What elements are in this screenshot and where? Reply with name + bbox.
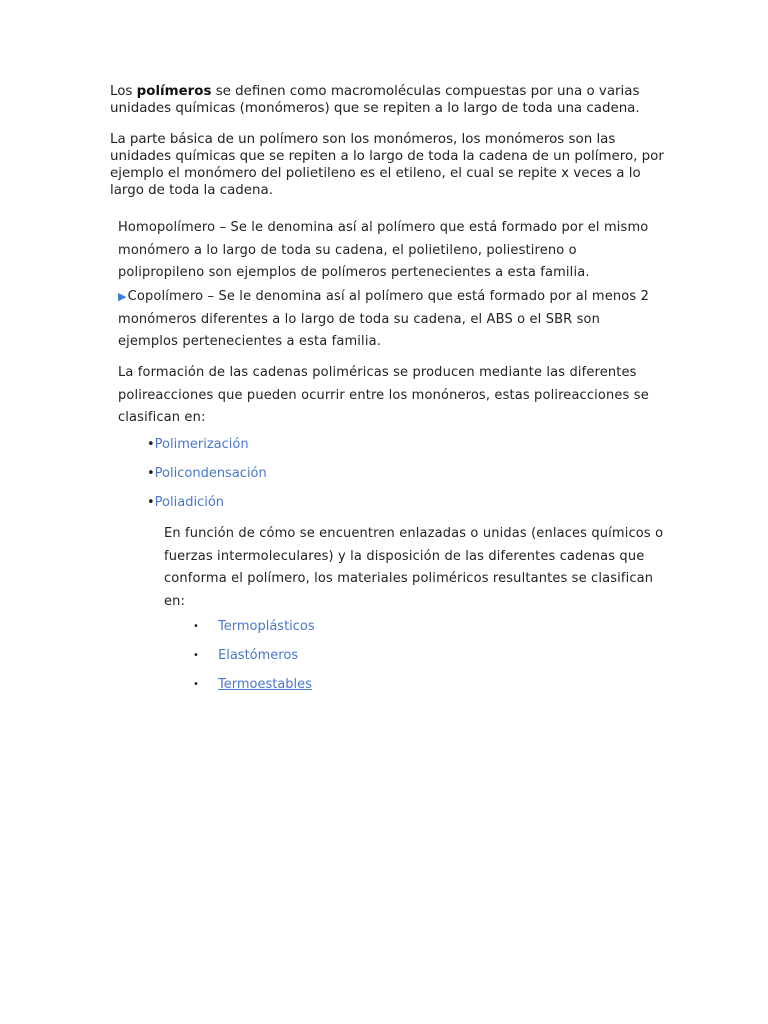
- list-item: [193, 647, 298, 665]
- intro-term: polímeros: [136, 84, 212, 99]
- list-item: [147, 436, 249, 454]
- monomer-paragraph: La parte básica de un polímero son los monómeros, los monómeros son las unidades químicas que se repiten a lo largo de toda la cadena de un polímero, por ejemplo el monómero del polietileno es el etileno, el cual se repite x veces a lo largo de toda la cadena.: [110, 132, 664, 198]
- intro-rest: se definen como macromoléculas compuestas por una o varias unidades químicas (monómeros) que se repiten a lo largo de toda una cadena.: [110, 84, 640, 116]
- intro-paragraph: [110, 83, 670, 117]
- homopolymer-paragraph: Homopolímero – Se le denomina así al polímero que está formado por el mismo monómero a lo largo de toda su cadena, el polietileno, poliestireno o polipropileno son ejemplos de polímeros pertenecientes a esta familia.: [118, 220, 649, 280]
- formation-paragraph: La formación de las cadenas poliméricas se producen mediante las diferentes polireacciones que pueden ocurrir entre los monóneros, estas polireacciones se clasifican en:: [118, 365, 649, 425]
- link-polimerizacion[interactable]: Polimerización: [154, 437, 249, 452]
- copolymer-paragraph: [118, 286, 658, 354]
- list-item: [193, 618, 315, 636]
- arrow-icon: ▶: [118, 290, 127, 303]
- list-item: [193, 676, 312, 694]
- bullet-icon: •: [193, 679, 199, 690]
- bullet-icon: •: [147, 495, 155, 510]
- classification-paragraph: En función de cómo se encuentren enlazadas o unidas (enlaces químicos o fuerzas intermoleculares) y la disposición de las diferentes cadenas que conforma el polímero, los materiales poliméricos resultantes se clasifican en:: [164, 526, 664, 609]
- bullet-icon: •: [147, 437, 155, 452]
- link-termoplasticos[interactable]: Termoplásticos: [218, 619, 315, 634]
- bullet-icon: •: [147, 466, 155, 481]
- link-termoestables[interactable]: Termoestables: [218, 677, 312, 692]
- bullet-icon: •: [193, 650, 199, 661]
- bullet-icon: •: [193, 621, 199, 632]
- list-item: [147, 465, 267, 483]
- intro-lead: Los: [110, 84, 137, 99]
- copolymer-text: Copolímero – Se le denomina así al polímero que está formado por al menos 2 monómeros diferentes a lo largo de toda su cadena, el ABS o el SBR son ejemplos pertenecientes a esta familia.: [118, 289, 650, 349]
- list-item: [147, 494, 224, 512]
- link-poliadicion[interactable]: Poliadición: [154, 495, 225, 510]
- link-policondensacion[interactable]: Policondensación: [154, 466, 267, 481]
- link-elastomeros[interactable]: Elastómeros: [218, 648, 299, 663]
